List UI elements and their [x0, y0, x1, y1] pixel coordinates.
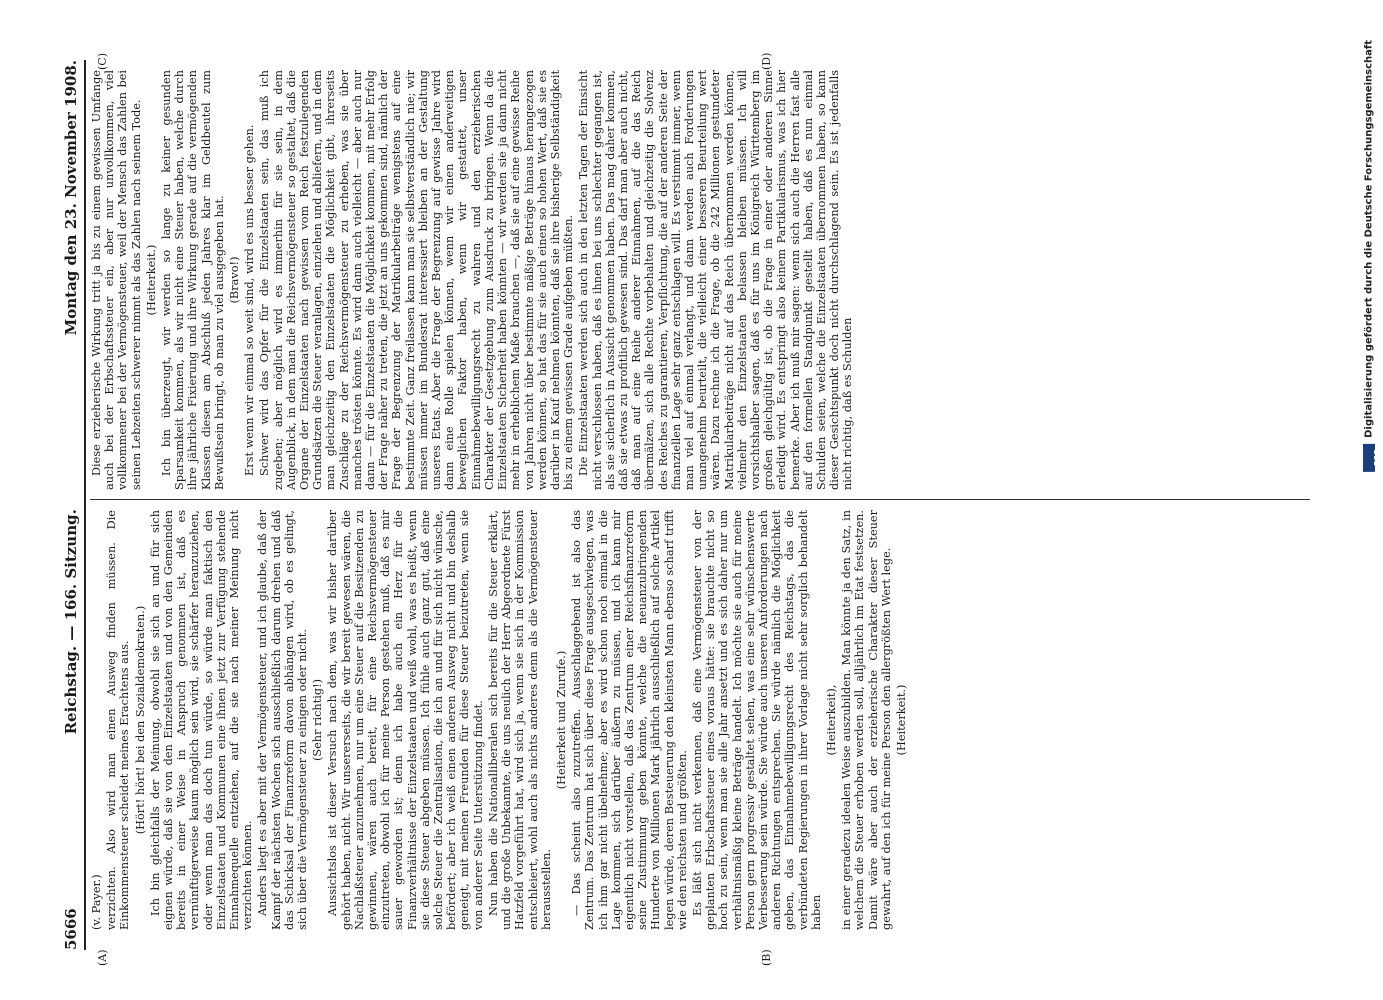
paragraph: Nun haben die Nationalliberalen sich bereits für die Steuer erklärt, und die große Unbekannte, die uns neulich der Herr Abgeordnete Fürst Hatzfeld vorgeführt hat, wird sich ja, wenn sie sich in der Kommission entschleiert, wohl auch als nichts anderes denn als die Vermögensteuer herausstellen.: [486, 510, 553, 930]
paragraph: Schwer wird das Opfer für die Einzelstaaten sein, das muß ich zugeben; aber möglich wird es immerhin für sie sein, in dem Augenblick, in dem man die Reichsvermögensteuer so gestaltet, daß die Organe der Einzelstaaten nach gewissen vom Reich festzulegenden Grundsätzen die Steuer veranlagen, einziehen und abliefern, und in dem man gleichzeitig den Einzelstaaten die Möglichkeit gibt, ihrerseits Zuschläge zu der Reichsvermögensteuer zu erheben, was sie über manches trösten könnte. Es wird dann auch vielleicht — aber auch nur dann — für die Einzelstaaten die Möglichkeit kommen, mit mehr Erfolg der Frage näher zu treten, die jetzt an uns gekommen sind, nämlich der Frage der Begrenzung der Matrikularbeiträge wenigstens auf eine bestimmte Zeit. Ganz freilassen kann man sie selbstverständlich nie; wir müssen immer im Bundesrat interessiert bleiben an der Gestaltung unseres Etats. Aber die Frage der Begrenzung auf gewisse Jahre wird dann eine Rolle spielen können, wenn wir einen anderweitigen beweglichen Faktor haben, wenn wir gestattet, unser Einnahmebewilligungsrecht zu wahren und den erzieherischen Charakter der Gesetzgebung zum Ausdruck zu bringen. Wenn da die Einzelstaaten Sicherheit haben könnten — wir werden sie ja dann nicht mehr in erheblichem Maße brauchen —, daß sie auf eine gewisse Reihe von Jahren nicht über bestimmte mäßige Beträge hinaus herangezogen werden können, so hat das für sie auch einen so hohen Wert, daß sie es darüber in Kauf nehmen könnten, daß sie ihre bisherige Selbständigkeit bis zu einem gewissen Grade aufgeben müßten.: [258, 70, 576, 490]
paragraph: Die Einzelstaaten werden sich auch in den letzten Tagen der Einsicht nicht verschlossen haben, daß es ihnen bei uns schlechter gegangen ist, als sie sicherlich in Aussicht genommen haben. Das mag daher kommen, daß sie etwas zu profitlich gewesen sind. Das darf man aber auch nicht, daß man auf eine Reihe anderer Einnahmen, auf die das Reich übermälzen, sich alle Rechte vorbehalten und gleichzeitig die Solvenz des Reiches zu garantieren, Verpflichtung, die auf der anderen Seite der finanziellen Lage sehr ganz entschlagen will. Es verstimmt immer, wenn man viel auf einmal verlangt, und dann werden auch Forderungen unangenehm beurteilt, die vielleicht einer besseren Beurteilung wert wären. Dazu rechne ich die Frage, ob die 242 Millionen gestundeter Matrikularbeiträge nicht auf das Reich übernommen werden können, vielmehr den Einzelstaaten belassen bleiben müssen. Ich will vorsichtshalber sagen, daß es für uns im Königreich Württemberg im großen gleichgültig ist, ob die Frage in einer oder anderen Sinne erledigt wird. Es entspringt also keinem Partikularismus, was ich hier bemerke. Aber ich muß mir sagen: wenn sich auch die Herren fast alle auf den formellen Standpunkt gestellt haben, daß es nun einmal Schulden seien, welche die Einzelstaaten übernommen haben, so kann dieser Gesichtspunkt doch nicht durchschlagend sein. Es ist jedenfalls nicht richtig, daß es Schulden: [577, 70, 855, 490]
digitization-credit-text: Digitalisierung gefördert durch die Deutsche Forschungsgemeinschaft: [1363, 40, 1375, 438]
interjection: (Heiterkeit.): [144, 244, 158, 316]
paragraph: — Das scheint also zuzutreffen. Ausschlaggebend ist also das Zentrum. Das Zentrum hat sich über diese Frage ausgeschwiegen, was ich ihm gar nicht übelnehme; aber es wird schon noch einmal in die Lage kommen, sich darüber äußern zu müssen, und ich kann mir eigentlich nicht vorstellen, daß das Zentrum einer Reichsfinanzreform seine Zustimmung geben könnte, welche die neuanzubringenden Hunderte von Millionen Mark jährlich ausschließlich auf solche Artikel legen würde, deren Besteuerung den kleinsten Mann ebenso scharf trifft wie den reichsten und größten.: [570, 510, 689, 930]
interjection: (Heiterkeit und Zurufe.): [554, 650, 568, 790]
interjection: (Sehr richtig!): [311, 678, 325, 762]
dfg-logo: DFG: [1363, 444, 1375, 472]
interjection: (Heiterkeit),: [824, 684, 838, 756]
page-header: [60, 60, 82, 950]
paragraph: Ich bin überzeugt, wir werden so lange zu keiner gesunden Sparsamkeit kommen, als wir nicht eine Steuer haben, welche durch ihre jährliche Fixierung und ihre Wirkung gerade auf die vermögenden Klassen diesen am Abschluß jeden Jahres klar im Geldbeutel zum Bewußtsein bringt, ob man zu viel ausgegeben hat.: [160, 70, 226, 490]
margin-letter-c: (C): [96, 53, 109, 70]
left-column: [90, 510, 1310, 930]
column-divider: [90, 499, 1310, 500]
margin-letter-d: (D): [760, 52, 773, 70]
document-page: [60, 40, 1320, 970]
margin-letter-a: (A): [96, 949, 109, 966]
paragraph: Es läßt sich nicht verkennen, daß eine Vermögensteuer von der geplanten Erbschaftssteuer eines voraus hätte: sie brauchte nicht so hoch zu sein, wenn man sie alle Jahr ansetzt und es sich daher nur um verhältnismäßig kleine Beträge handelt. Ich möchte sie auch für meine Person gern progressiv gestaltet sehen, was eine sehr wünschenswerte Verbesserung sein würde. Sie würde auch unseren Anforderungen nach anderen Richtungen entsprechen. Sie würde nämlich die Möglichkeit geben, das Einnahmebewilligungsrecht des Reichstags, das die verbündeten Regierungen in ihrer Vorlage nicht sehr sorglich behandelt haben: [690, 510, 823, 930]
header-rule: [84, 60, 86, 950]
interjection: (Bravo!): [228, 256, 242, 304]
paragraph: verzichten. Also wird man einen Ausweg finden müssen. Die Einkommensteuer scheidet meines Erachtens aus.: [105, 510, 132, 930]
paragraph: Erst wenn wir einmal so weit sind, wird es uns besser gehen.: [243, 124, 257, 476]
margin-letter-b: (B): [760, 949, 773, 966]
paragraph: Aussichtslos ist dieser Versuch nach dem, was wir bisher darüber gehört haben, nicht. Wir unsererseits, die wir bereit gewesen wären, die Nachlaßsteuer anzunehmen, nur um eine Steuer auf die Besitzenden zu gewinnen, wären auch bereit, für eine Reichsvermögensteuer einzutreten, obwohl ich für meine Person gestehen muß, daß es mir sauer geworden ist; denn ich habe auch ein Herz für die Finanzverhältnisse der Einzelstaaten und weiß wohl, was es heißt, wenn sie diese Steuer abgeben müssen. Ich fühle auch ganz gut, daß eine solche Steuer die Zentralisation, die ich an und für sich nicht wünsche, befördert; aber ich weiß einen anderen Ausweg nicht und bin deshalb geneigt, mit meinen Freunden für diese Steuer beizutreten, wenn sie von anderer Seite Unterstützung findet.: [326, 510, 485, 930]
right-column: [90, 70, 1310, 490]
page-number: 5666: [62, 908, 80, 950]
paragraph: Diese erzieherische Wirkung tritt ja bis zu einem gewissen Umfange auch bei der Erbschaftssteuer ein, aber nur unvollkommen, viel vollkommener bei der Vermögensteuer, weil der Mensch das Zahlen bei seinen Lebzeiten schwerer nimmt als das Zahlen nach seinem Tode.: [90, 70, 143, 490]
paragraph: Ich bin gleichfalls der Meinung, obwohl sie sich an und für sich eignen würde, daß sie von den Einzelstaaten und von den Gemeinden bereits in einer Weise in Anspruch genommen ist, daß es vernünftigerweise kaum möglich sein wird, sie schärfer heranzuziehen, oder wenn man das doch tun würde, so würde man faktisch den Einzelstaaten und Kommunen eine ihnen jetzt zur Verfügung stehende Einnahmequelle entziehen, auf die sie nach meiner Meinung nicht verzichten können.: [148, 510, 255, 930]
rotated-page-content: [60, 40, 1320, 970]
session-date: Montag den 23. November 1908.: [62, 60, 80, 336]
paragraph: Anders liegt es aber mit der Vermögensteuer, und ich glaube, daß der Kampf der nächsten Wochen sich ausschließlich darum drehen und daß das Schicksal der Finanzreform davon abhängen wird, ob es gelingt, sich über die Vermögensteuer zu einigen oder nicht.: [256, 510, 310, 930]
interjection: (Heiterkeit.): [894, 684, 908, 756]
interjection: (Hört! hört! bei den Sozialdemokraten.): [133, 605, 147, 835]
digitization-credit: [1363, 40, 1381, 472]
speaker-tag: (v. Payer.): [90, 874, 103, 930]
session-title: Reichstag. — 166. Sitzung.: [62, 509, 80, 735]
paragraph: in einer geradezu idealen Weise auszubilden. Man könnte ja den Satz, in welchem die Steuer erhoben werden soll, alljährlich im Etat festsetzen. Damit wäre aber auch der erzieherische Charakter dieser Steuer gewahrt, auf den ich für meine Person den allergrößten Wert lege.: [840, 510, 893, 930]
